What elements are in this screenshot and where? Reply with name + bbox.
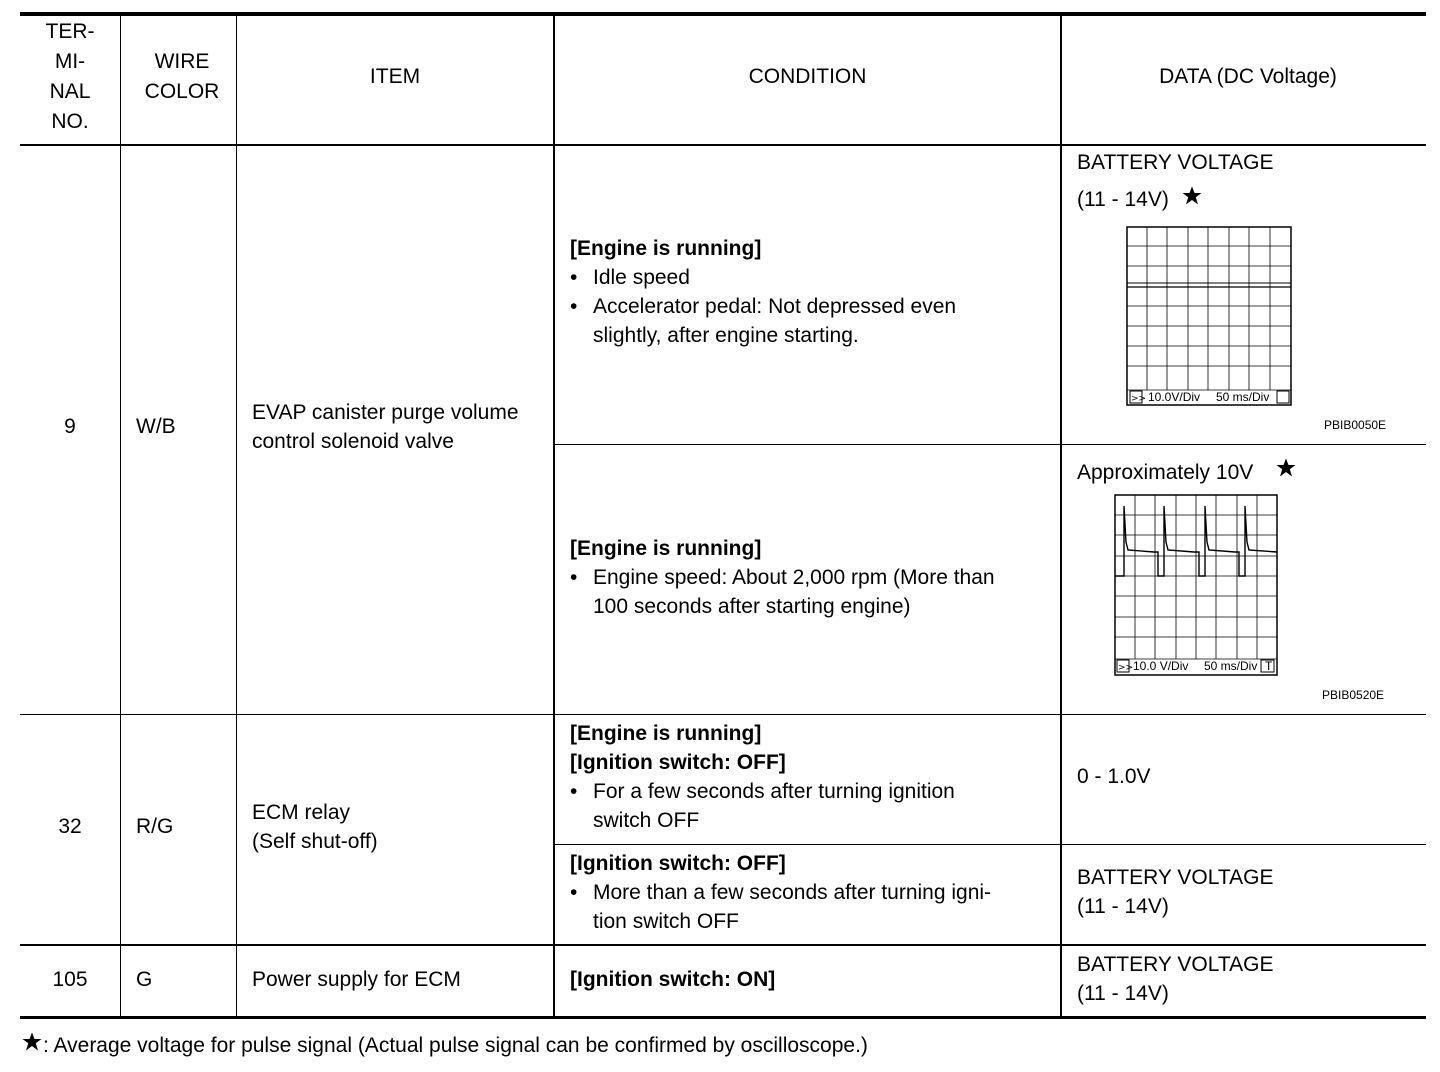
row-9-data-idle: BATTERY VOLTAGE (11 - 14V) (1077, 151, 1274, 211)
column-divider-4 (1060, 14, 1062, 1018)
row-9-sub-rule (554, 444, 1426, 445)
row-32-terminal: 32 (58, 815, 82, 838)
figure-id: PBIB0520E (1322, 688, 1385, 702)
oscilloscope-waveform-idle (1126, 226, 1294, 406)
condition-title: [Ignition switch: OFF] (570, 751, 786, 774)
condition-title: [Engine is running] (570, 237, 762, 260)
row-105-terminal: 105 (52, 968, 88, 991)
svg-text:>>: >> (1118, 663, 1134, 673)
header-bottom-rule (20, 144, 1426, 146)
header-wire-color: WIRE COLOR (144, 50, 220, 103)
scope-time-scale: 50 ms/Div (1204, 659, 1258, 673)
scope-volt-scale: 10.0 V/Div (1133, 659, 1189, 673)
header-condition: CONDITION (748, 65, 867, 88)
row-9-terminal: 9 (64, 415, 76, 438)
row-9-condition-2000rpm (570, 534, 995, 621)
condition-bullet: • Accelerator pedal: Not depressed even slightly, after engine starting. (570, 295, 957, 347)
star-icon (22, 1032, 42, 1052)
row-32-data-running: 0 - 1.0V (1077, 765, 1151, 788)
row-105-item: Power supply for ECM (252, 968, 461, 991)
row-105-wire-color: G (136, 968, 153, 991)
row-105-condition: [Ignition switch: ON] (570, 968, 776, 991)
condition-bullet: • For a few seconds after turning ignition switch OFF (570, 780, 955, 832)
row-32-item: ECM relay (Self shut-off) (252, 801, 378, 853)
column-divider-1 (120, 14, 121, 1018)
row-32-condition-off (570, 849, 991, 936)
table-top-rule (20, 12, 1426, 16)
condition-title: [Engine is running] (570, 722, 762, 745)
header-item: ITEM (369, 65, 421, 88)
star-icon (1182, 186, 1202, 206)
scope-volt-scale: 10.0V/Div (1148, 390, 1201, 404)
row-9-item: EVAP canister purge volume control solenoid valve (252, 401, 519, 453)
column-divider-3 (553, 14, 555, 1018)
row-9-condition-idle (570, 234, 956, 350)
condition-bullet: • More than a few seconds after turning igni- tion switch OFF (570, 881, 992, 933)
row-9-wire-color: W/B (136, 415, 176, 438)
condition-title: [Engine is running] (570, 537, 762, 560)
condition-bullet: • Idle speed (570, 266, 690, 289)
scope-time-scale: 50 ms/Div (1216, 390, 1270, 404)
row-32-wire-color: R/G (136, 815, 174, 838)
star-icon (1276, 458, 1296, 478)
column-divider-2 (236, 14, 237, 1018)
row-105-data: BATTERY VOLTAGE (11 - 14V) (1077, 953, 1274, 1005)
header-terminal-no: TER- MI- NAL NO. (45, 20, 95, 133)
footnote: : Average voltage for pulse signal (Actual pulse signal can be confirmed by oscilloscope.) (43, 1034, 868, 1057)
header-data: DATA (DC Voltage) (1159, 65, 1337, 88)
row-32-sub-rule (554, 844, 1426, 845)
row-9-data-2000rpm: Approximately 10V (1077, 461, 1254, 484)
oscilloscope-waveform-pulse (1114, 494, 1280, 676)
scope-trigger-marker: T (1265, 659, 1273, 673)
table-bottom-rule (20, 1016, 1426, 1019)
condition-title: [Ignition switch: OFF] (570, 852, 786, 875)
row-32-data-off: BATTERY VOLTAGE (11 - 14V) (1077, 866, 1274, 918)
condition-bullet: • Engine speed: About 2,000 rpm (More than 100 seconds after starting engine) (570, 566, 995, 618)
row-32-bottom-rule (20, 944, 1426, 946)
svg-text:>>: >> (1131, 394, 1147, 404)
row-32-condition-running (570, 719, 955, 835)
figure-id: PBIB0050E (1324, 418, 1387, 432)
row-9-bottom-rule (20, 714, 1426, 715)
